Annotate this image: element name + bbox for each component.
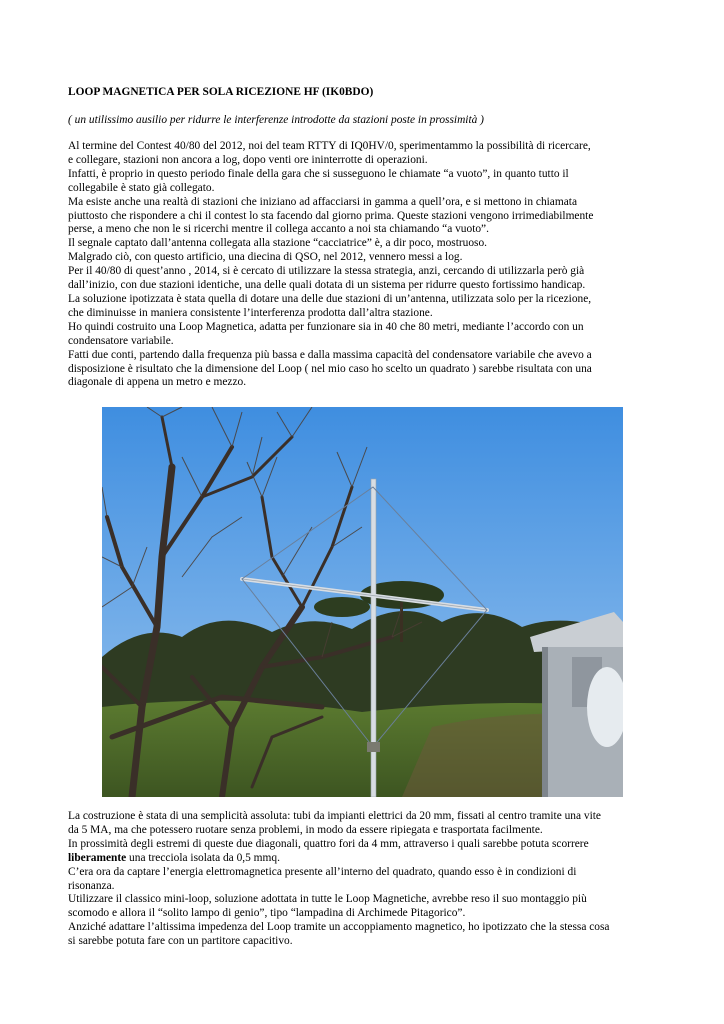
document-title: LOOP MAGNETICA PER SOLA RICEZIONE HF (IK0BDO) — [68, 86, 374, 98]
text-line: condensatore variabile. — [68, 334, 174, 347]
text-line: che diminuisse in maniera consistente l’interferenza prodotta dall’altra stazione. — [68, 306, 433, 319]
text-line: perse, a meno che non le si ricerchi mentre il collega accanto a noi sta chiamando “a vuoto”. — [68, 223, 489, 236]
intro-paragraphs — [68, 140, 668, 390]
text-line: In prossimità degli estremi di queste due diagonali, quattro fori da 4 mm, attraverso i quali sarebbe potuta scorrere — [68, 837, 589, 850]
construction-paragraphs — [68, 810, 668, 949]
text-line: Anziché adattare l’altissima impedenza del Loop tramite un accoppiamento magnetico, ho ipotizzato che la stessa cosa — [68, 921, 610, 934]
antenna-photo-drawing — [102, 407, 623, 797]
text-line: Per il 40/80 di quest’anno , 2014, si è cercato di utilizzare la stessa strategia, anzi, cercando di utilizzarla però già — [68, 265, 585, 278]
text-line — [68, 852, 668, 866]
text-line: si sarebbe potuta fare con un partitore capacitivo. — [68, 935, 293, 948]
text-line: Malgrado ciò, con questo artificio, una diecina di QSO, nel 2012, vennero messi a log. — [68, 251, 463, 264]
text-line: La costruzione è stata di una semplicità assoluta: tubi da impianti elettrici da 20 mm, fissati al centro tramite una vite — [68, 810, 601, 822]
text-line: Infatti, è proprio in questo periodo finale della gara che si susseguono le chiamate “a vuoto”, in quanto tutto il — [68, 167, 569, 180]
text-line: da 5 MA, ma che potessero ruotare senza problemi, in modo da essere ripiegata e trasportata facilmente. — [68, 823, 543, 836]
antenna-capacitor-box — [367, 742, 380, 752]
bold-word: liberamente — [68, 851, 127, 864]
text-line: Fatti due conti, partendo dalla frequenza più bassa e dalla massima capacità del condensatore variabile che avevo a — [68, 348, 592, 361]
text-fragment: una trecciola isolata da 0,5 mmq. — [126, 851, 280, 864]
antenna-photo — [102, 407, 623, 797]
text-line: Al termine del Contest 40/80 del 2012, noi del team RTTY di IQ0HV/0, sperimentammo la possibilità di ricercare, — [68, 140, 591, 152]
text-line: collegabile è stato già collegato. — [68, 181, 215, 194]
text-line: C’era ora da captare l’energia elettromagnetica presente all’interno del quadrato, quando esso è in condizioni di — [68, 865, 577, 878]
text-line: scomodo e allora il “solito lampo di genio”, tipo “lampadina di Archimede Pitagorico”. — [68, 907, 466, 920]
document-subtitle: ( un utilissimo ausilio per ridurre le interferenze introdotte da stazioni poste in prossimità ) — [68, 114, 484, 126]
text-line: piuttosto che rispondere a chi il contest lo sta facendo dal giorno prima. Queste stazioni vengono irrimediabilmente — [68, 209, 594, 222]
text-line: disposizione è risultato che la dimensione del Loop ( nel mio caso ho scelto un quadrato ) sarebbe risultata con una — [68, 362, 592, 375]
text-line: diagonale di appena un metro e mezzo. — [68, 376, 247, 389]
text-line: dall’inizio, con due stazioni identiche, una delle quali dotata di un sistema per ridurre questo fortissimo handicap. — [68, 279, 586, 292]
text-line: risonanza. — [68, 879, 115, 892]
umbrella-pine — [314, 597, 370, 617]
text-line: Utilizzare il classico mini-loop, soluzione adottata in tutte le Loop Magnetiche, avrebbe reso il suo montaggio più — [68, 893, 587, 906]
text-line: e collegare, stazioni non ancora a log, dopo venti ore ininterrotte di operazioni. — [68, 153, 428, 166]
text-line: Il segnale captato dall’antenna collegata alla stazione “cacciatrice” è, a dir poco, mostruoso. — [68, 237, 488, 250]
text-line: Ho quindi costruito una Loop Magnetica, adatta per funzionare sia in 40 che 80 metri, mediante l’accordo con un — [68, 320, 584, 333]
text-line: Ma esiste anche una realtà di stazioni che iniziano ad affacciarsi in gamma a quell’ora, e si mettono in chiamata — [68, 195, 577, 208]
text-line: La soluzione ipotizzata è stata quella di dotare una delle due stazioni di un’antenna, utilizzata solo per la ricezione, — [68, 292, 592, 305]
